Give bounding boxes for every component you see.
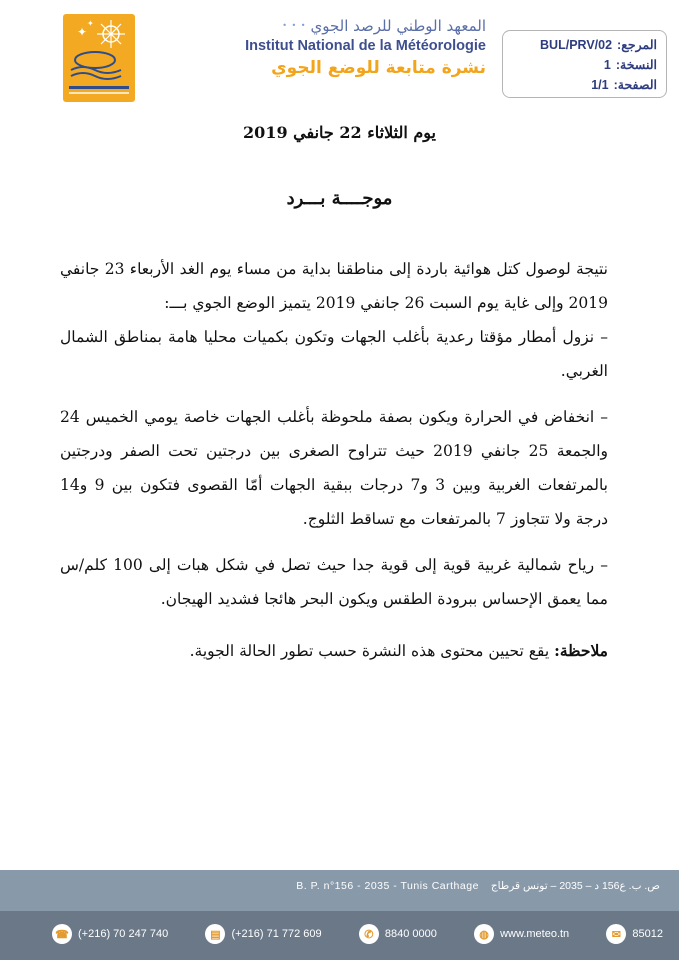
sms-contact (606, 924, 663, 944)
footer-contacts (0, 919, 679, 949)
reference-line (512, 35, 657, 55)
fax-icon: ▤ (205, 924, 225, 944)
hotline-number: 8840 0000 (384, 928, 437, 940)
document-title: موجــــة بـــرد (286, 188, 393, 209)
institute-name-ar-text: المعهد الوطني للرصد الجوي (310, 17, 486, 35)
note-text: يقع تحيين محتوى هذه النشرة حسب تطور الحالة الجوية. (189, 642, 550, 660)
sms-number: 85012 (632, 928, 663, 940)
spacer (60, 536, 608, 548)
note-label: ملاحظة: (554, 641, 608, 660)
page-label: الصفحة: (613, 78, 657, 92)
sms-icon: ✉ (606, 924, 626, 944)
reference-value: BUL/PRV/02 (540, 38, 613, 52)
rain-paragraph: – نزول أمطار مؤقتا رعدية بأغلب الجهات وتكون بكميات محليا هامة بمناطق الشمال الغربي. (60, 328, 608, 380)
fax-contact (205, 924, 321, 944)
document-footer (0, 870, 679, 960)
svg-text:✦: ✦ (77, 25, 88, 39)
svg-text:✦: ✦ (87, 19, 94, 28)
reference-box (502, 30, 667, 98)
page-line (512, 75, 657, 95)
spacer (60, 388, 608, 400)
version-value: 1 (603, 58, 611, 72)
footer-address (140, 880, 660, 892)
phone-icon: ☎ (52, 924, 72, 944)
version-line (512, 55, 657, 75)
decorative-dots-icon: • • • (282, 21, 307, 30)
address-fr: B. P. n°156 - 2035 - Tunis Carthage (296, 880, 479, 892)
bulletin-body (60, 252, 608, 668)
hotline-contact (359, 924, 437, 944)
temperature-paragraph: – انخفاض في الحرارة ويكون بصفة ملحوظة بأغلب الجهات خاصة يومي الخميس 24 والجمعة 25 جانفي 2019 حيث تتراوح الصغرى بين درجتين تحت الصفر ودرجتين بالمرتفعات الغربية وبين 3 و7 درجات ببقية الجهات أمّا القصوى فتكون بين 9 و14 درجة ولا تتجاوز 7 بالمرتفعات مع تساقط الثلوج. (60, 408, 609, 528)
institute-block (196, 16, 486, 80)
website-contact[interactable] (474, 924, 569, 944)
inm-logo (63, 14, 135, 102)
bulletin-date: يوم الثلاثاء 22 جانفي 2019 (243, 123, 436, 142)
institute-name-ar (196, 16, 486, 36)
phone-number: (+216) 70 247 740 (78, 928, 169, 940)
wind-paragraph: – رياح شمالية غربية قوية إلى قوية جدا حيث تصل في شكل هبات إلى 100 كلم/س مما يعمق الإحساس ببرودة الطقس ويكون البحر هائجا فشديد الهيجان. (60, 556, 608, 608)
intro-paragraph: نتيجة لوصول كتل هوائية باردة إلى مناطقنا بداية من مساء يوم الغد الأربعاء 23 جانفي 2019 وإلى غاية يوم السبت 26 جانفي 2019 يتميز الوضع الجوي بـــ: (60, 260, 608, 312)
hotline-icon: ✆ (359, 924, 379, 944)
document-header (0, 0, 679, 110)
bulletin-title: نشرة متابعة للوضع الجوي (271, 58, 486, 78)
page-value: 1/1 (591, 78, 609, 92)
globe-icon: ◍ (474, 924, 494, 944)
note-paragraph (60, 634, 608, 668)
version-label: النسخة: (615, 58, 657, 72)
address-ar: ص. ب. ع156 د – 2035 – تونس قرطاج (490, 880, 660, 892)
fax-number: (+216) 71 772 609 (231, 928, 322, 940)
reference-label: المرجع: (617, 38, 657, 52)
website-link[interactable]: www.meteo.tn (500, 928, 570, 940)
institute-name-fr: Institut National de la Météorologie (245, 38, 486, 54)
phone-contact (52, 924, 168, 944)
